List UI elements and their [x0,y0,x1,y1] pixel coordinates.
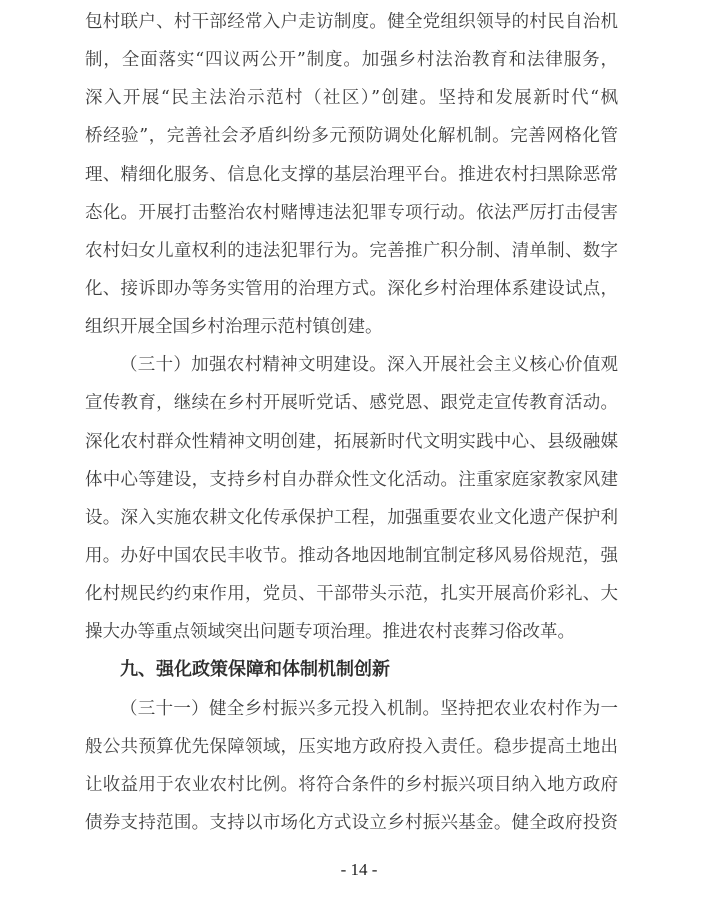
text-line: 农村妇女儿童权利的违法犯罪行为。完善推广积分制、清单制、数字 [85,240,618,261]
text-line: 包村联户、村干部经常入户走访制度。健全党组织领导的村民自治机 [85,12,618,32]
section-heading-9 [85,651,618,689]
text-line: 理、精细化服务、信息化支撑的基层治理平台。推进农村扫黑除恶常 [85,164,618,185]
text-line: 操大办等重点领域突出问题专项治理。推进农村丧葬习俗改革。 [85,622,575,643]
paragraph-31 [85,690,618,843]
text-line: 化、接诉即办等务实管用的治理方式。深化乡村治理体系建设试点， [85,278,618,299]
section-heading: 九、强化政策保障和体制机制创新 [120,659,390,681]
text-line: 态化。开展打击整治农村赌博违法犯罪专项行动。依法严厉打击侵害 [85,202,618,223]
text-line: （三十一）健全乡村振兴多元投入机制。坚持把农业农村作为一 [120,698,618,719]
text-line: 桥经验”，完善社会矛盾纠纷多元预防调处化解机制。完善网格化管 [85,126,618,147]
text-line: 深入开展“民主法治示范村（社区）”创建。坚持和发展新时代“枫 [85,88,618,109]
text-line: 用。办好中国农民丰收节。推动各地因地制宜制定移风易俗规范，强 [85,545,618,566]
text-line: 债券支持范围。支持以市场化方式设立乡村振兴基金。健全政府投资 [85,812,618,833]
text-line: 组织开展全国乡村治理示范村镇创建。 [85,317,383,338]
paragraph-30 [85,346,618,651]
page-number-footer: - 14 - [340,860,378,879]
text-line: （三十）加强农村精神文明建设。深入开展社会主义核心价值观 [120,355,618,376]
text-line: 般公共预算优先保障领域，压实地方政府投入责任。稳步提高土地出 [85,736,618,757]
text-line: 化村规民约约束作用，党员、干部带头示范，扎实开展高价彩礼、大 [85,584,618,605]
paragraph-29-continuation [85,3,618,346]
text-line: 体中心等建设，支持乡村自办群众性文化活动。注重家庭家教家风建 [85,469,618,490]
text-line: 深化农村群众性精神文明创建，拓展新时代文明实践中心、县级融媒 [85,431,618,452]
text-line: 设。深入实施农耕文化传承保护工程，加强重要农业文化遗产保护利 [85,507,618,528]
text-line: 宣传教育，继续在乡村开展听党话、感党恩、跟党走宣传教育活动。 [85,393,618,414]
text-block [85,3,618,842]
text-line: 让收益用于农业农村比例。将符合条件的乡村振兴项目纳入地方政府 [85,774,618,795]
text-line: 制，全面落实“四议两公开”制度。加强乡村法治教育和法律服务， [85,50,618,71]
